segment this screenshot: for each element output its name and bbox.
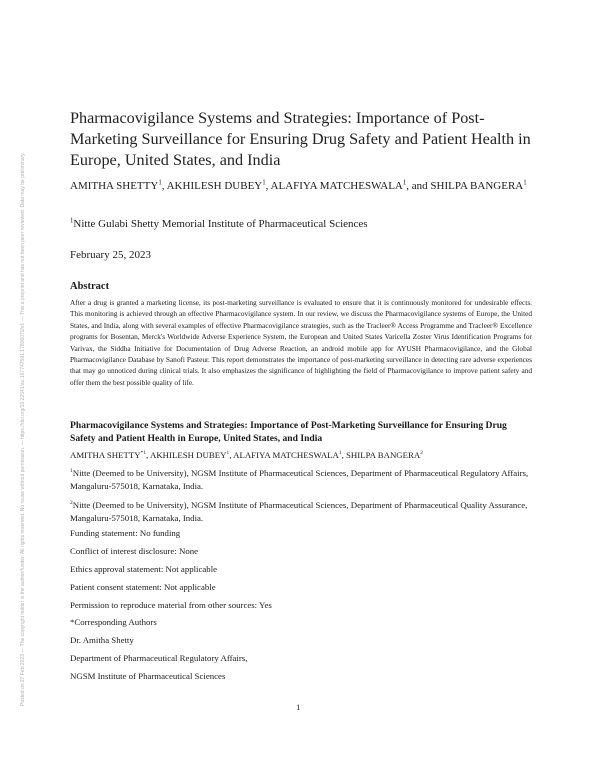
- ethics-statement: Ethics approval statement: Not applicable: [70, 564, 218, 574]
- affiliation-text: Nitte Gulabi Shetty Memorial Institute of Pharmaceutical Sciences: [73, 218, 368, 230]
- corresponding-institute: NGSM Institute of Pharmaceutical Sciences: [70, 671, 226, 681]
- affiliation: [70, 218, 532, 230]
- author-name: , and SHILPA BANGERA: [406, 180, 524, 192]
- affiliation-1: [70, 467, 532, 492]
- publication-date: February 25, 2023: [70, 249, 151, 261]
- affiliation-mark: 2: [70, 500, 73, 507]
- author-list: [70, 179, 532, 194]
- abstract-body: After a drug is granted a marketing license, its post-marketing surveillance is evaluated to ensure that it is continuously monitored for undesirable effects. This monitoring is achieved through an effective Pharmacovigilance system. In our review, we discuss the Pharmacovigilance systems of Europe, the United States, and India, along with several examples of effective Pharmacovigilance strategies, such as the Tracleer® Access Programme and Tracleer® Excellence programs for Bosentan, Merck's Worldwide Adverse Experience System, the European and United States Varicella Zoster Virus Identification Programs for Varivax, the Siddha Initiative for Documentation of Drug Adverse Reaction, an android mobile app for AYUSH Pharmacovigilance, and the Global Pharmacovigilance Database by Sanofi Pasteur. This report demonstrates the importance of post-marketing surveillance in detecting rare adverse experiences that may go unnoticed during clinical trials. It also emphasizes the significance of highlighting the field of Pharmacovigilance to improve patient safety and offer them the best possible quality of life.: [70, 298, 532, 387]
- corresponding-name: Dr. Amitha Shetty: [70, 635, 134, 645]
- corresponding-department: Department of Pharmaceutical Regulatory Affairs,: [70, 653, 248, 663]
- author-name: AMITHA SHETTY: [70, 180, 159, 192]
- author-affil-mark: 1: [338, 450, 342, 457]
- author-affil-mark: 2: [420, 450, 423, 457]
- author-affil-mark: 1: [158, 179, 162, 187]
- consent-statement: Patient consent statement: Not applicable: [70, 582, 216, 592]
- author-name: , AKHILESH DUBEY: [161, 180, 263, 192]
- author-name: AMITHA SHETTY: [70, 450, 141, 460]
- conflict-statement: Conflict of interest disclosure: None: [70, 546, 199, 556]
- page-number: 1: [296, 702, 301, 712]
- author-affil-mark: 1: [402, 179, 407, 187]
- permission-statement: Permission to reproduce material from other sources: Yes: [70, 600, 272, 610]
- abstract-heading: Abstract: [70, 281, 110, 292]
- author-affil-mark: 1: [226, 450, 230, 457]
- affiliation-mark: 1: [70, 468, 73, 475]
- affiliation-text: Nitte (Deemed to be University), NGSM Institute of Pharmaceutical Sciences, Department of Pharmaceutical Regulatory Affairs, Mangaluru-575018, Karnataka, India.: [70, 468, 529, 491]
- paper-title: Pharmacovigilance Systems and Strategies: Importance of Post-Marketing Surveillance for Ensuring Drug Safety and Patient Health in Europe, United States, and India: [70, 109, 531, 169]
- author-name: , ALAFIYA MATCHESWALA: [265, 180, 403, 192]
- section-title: Pharmacovigilance Systems and Strategies: Importance of Post-Marketing Surveillance for Ensuring Drug Safety and Patient Health in Europe, United States, and India: [70, 420, 507, 444]
- corresponding-label: *Corresponding Authors: [70, 617, 157, 627]
- section-author-list: [70, 450, 532, 460]
- author-affil-mark: *1: [140, 450, 147, 457]
- affiliation-text: Nitte (Deemed to be University), NGSM Institute of Pharmaceutical Sciences, Department of Pharmaceutical Quality Assurance, Mangaluru-575018, Karnataka, India.: [70, 500, 528, 523]
- author-affil-mark: 1: [262, 179, 266, 187]
- author-name: , ALAFIYA MATCHESWALA: [229, 450, 339, 460]
- affiliation-mark: 1: [70, 217, 74, 225]
- author-name: , SHILPA BANGERA: [341, 450, 421, 460]
- preprint-side-stamp: Posted on 27 Feb 2023 — The copyright holder is the author/funder. All rights reserved. No reuse without permission. — https://doi.org/10.22541/au.167747591.17806070/v1 — This a preprint and has not been peer reviewed. Data may be preliminary.: [20, 152, 26, 706]
- author-name: , AKHILESH DUBEY: [146, 450, 227, 460]
- author-affil-mark: 1: [523, 179, 527, 187]
- affiliation-2: [70, 499, 532, 524]
- funding-statement: Funding statement: No funding: [70, 528, 181, 538]
